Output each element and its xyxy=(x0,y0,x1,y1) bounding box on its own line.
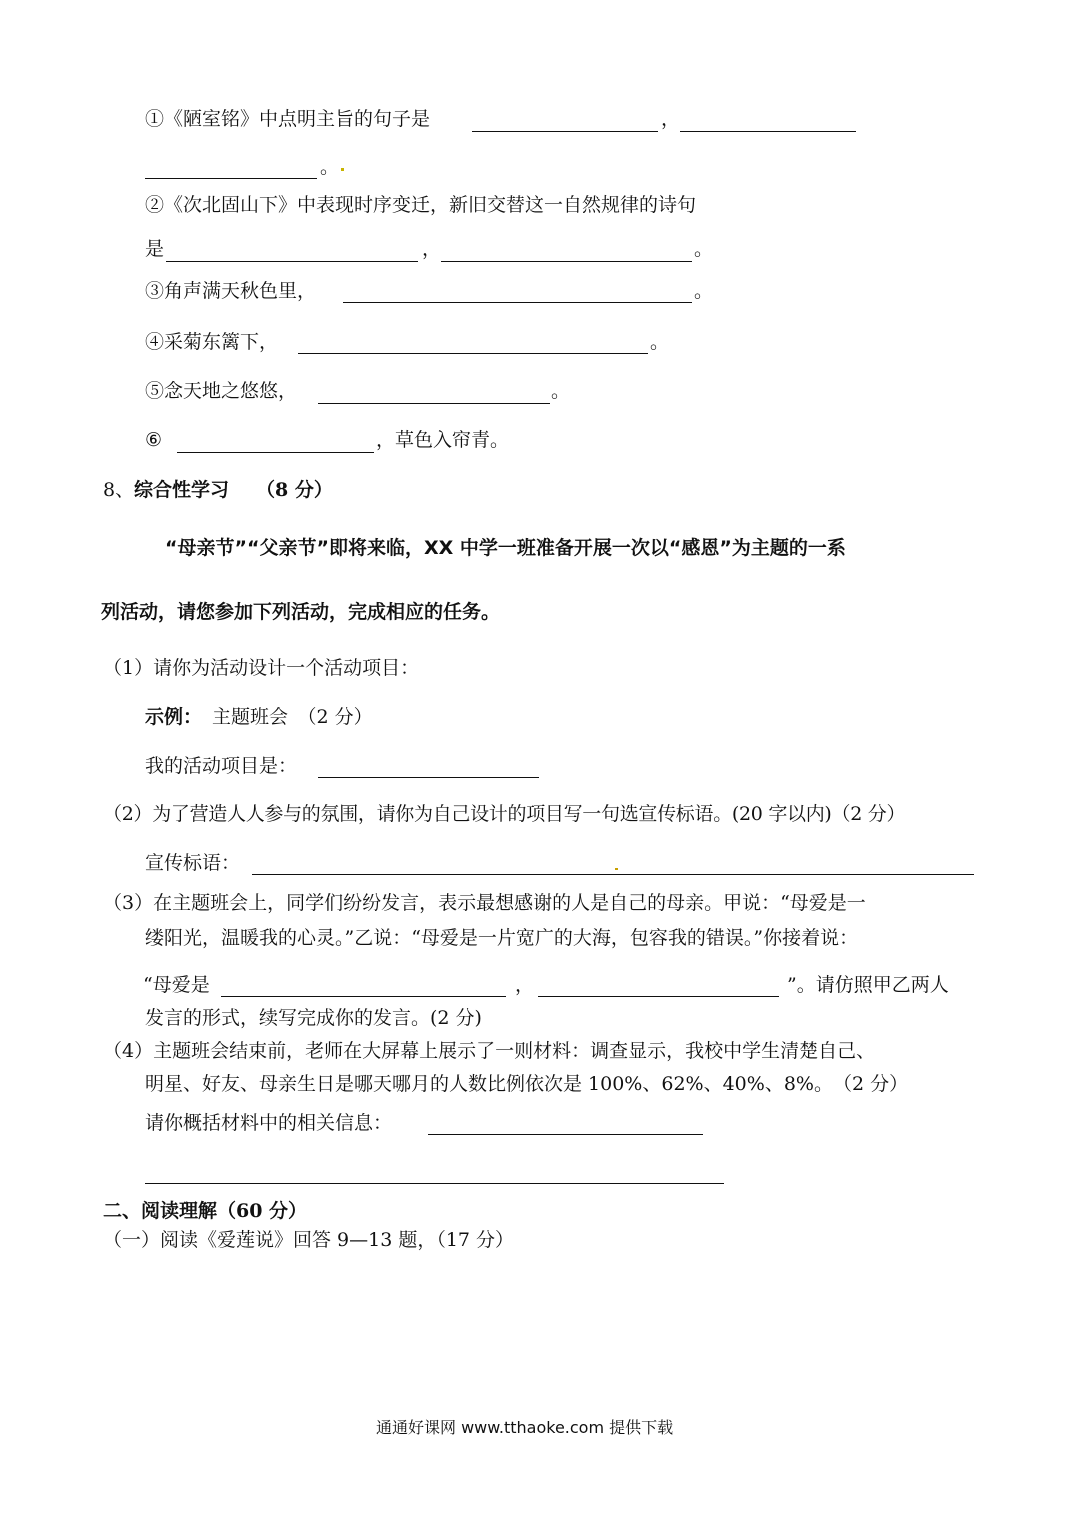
q8-heading-number: 8、 xyxy=(103,479,135,501)
q8-p3-blank-b[interactable] xyxy=(538,996,779,997)
q8-intro-line1: “母亲节”“父亲节”即将来临，XX 中学一班准备开展一次以“感恩”为主题的一系 xyxy=(165,537,846,559)
q8-p3-blank-a[interactable] xyxy=(221,996,506,997)
q8-p2-answer-blank[interactable] xyxy=(252,874,974,875)
q7-item1-blank-c[interactable] xyxy=(145,178,317,179)
q8-p1-answer-blank[interactable] xyxy=(318,777,539,778)
q7-item1-comma: ， xyxy=(661,108,681,130)
section2-subheading: （一）阅读《爱莲说》回答 9—13 题，（17 分） xyxy=(103,1229,515,1251)
q7-item3-text: ③角声满天秋色里， xyxy=(145,280,317,302)
q8-p1-example-label: 示例： xyxy=(145,706,203,728)
q7-item5-blank[interactable] xyxy=(318,403,550,404)
q8-p3-line3-comma: ， xyxy=(515,974,535,996)
q8-p3-line2: 缕阳光，温暖我的心灵。”乙说：“母爱是一片宽广的大海，包容我的错误。”你接着说： xyxy=(145,927,859,949)
q8-p4-answer-blank-a[interactable] xyxy=(428,1134,703,1135)
q7-item6-num: ⑥ xyxy=(145,429,163,451)
section2-heading: 二、阅读理解（60 分） xyxy=(103,1200,308,1222)
q8-p1-question: （1）请你为活动设计一个活动项目： xyxy=(103,657,420,679)
q8-p4-answer-blank-b[interactable] xyxy=(145,1183,724,1184)
q7-item4-text: ④采菊东篱下， xyxy=(145,331,279,353)
q7-item2-comma: ， xyxy=(422,238,442,260)
q7-item3-end: 。 xyxy=(694,280,714,302)
q8-intro-line2: 列活动，请您参加下列活动，完成相应的任务。 xyxy=(101,601,501,623)
q8-p2-answer-label: 宣传标语： xyxy=(145,852,241,874)
q8-heading-score: （8 分） xyxy=(256,479,333,501)
q7-item2-blank-a[interactable] xyxy=(166,261,418,262)
q7-item6-text: ，草色入帘青。 xyxy=(376,429,510,451)
q8-p4-line1: （4）主题班会结束前，老师在大屏幕上展示了一则材料：调查显示，我校中学生清楚自己、 xyxy=(103,1040,876,1062)
footer-text: 通通好课网 www.tthaoke.com 提供下载 xyxy=(376,1418,674,1437)
scan-speck xyxy=(341,168,344,171)
q7-item2-text: ②《次北固山下》中表现时序变迁，新旧交替这一自然规律的诗句 xyxy=(145,194,697,216)
q7-item2-blank-b[interactable] xyxy=(441,261,692,262)
q7-item4-blank[interactable] xyxy=(298,353,648,354)
q8-p3-line4: 发言的形式，续写完成你的发言。(2 分) xyxy=(145,1007,482,1029)
q8-p3-line1: （3）在主题班会上，同学们纷纷发言，表示最想感谢的人是自己的母亲。甲说：“母爱是一 xyxy=(103,892,866,914)
scan-speck xyxy=(615,868,618,870)
q7-item4-end: 。 xyxy=(650,331,670,353)
q7-item5-text: ⑤念天地之悠悠， xyxy=(145,380,298,402)
q7-item2-prefix: 是 xyxy=(145,238,165,260)
q8-p4-answer-label: 请你概括材料中的相关信息： xyxy=(145,1112,393,1134)
q7-item6-blank[interactable] xyxy=(177,452,374,453)
q7-item3-blank[interactable] xyxy=(343,302,692,303)
q7-item1-blank-a[interactable] xyxy=(472,131,658,132)
q7-item1-text: ①《陋室铭》中点明主旨的句子是 xyxy=(145,108,431,130)
q7-item5-end: 。 xyxy=(551,380,571,402)
q8-p4-line2: 明星、好友、母亲生日是哪天哪月的人数比例依次是 100%、62%、40%、8%。 （2 分） xyxy=(145,1073,909,1095)
q8-p1-answer-label: 我的活动项目是： xyxy=(145,755,298,777)
q8-p3-line3-end: ”。请仿照甲乙两人 xyxy=(787,974,949,996)
q8-p2-question: （2）为了营造人人参与的氛围，请你为自己设计的项目写一句选宣传标语。(20 字以内)（2 分） xyxy=(103,803,906,825)
q8-p1-example-text: 主题班会 （2 分） xyxy=(212,706,373,728)
q8-p3-line3-start: “母爱是 xyxy=(143,974,210,996)
q7-item1-end: 。 xyxy=(320,156,340,178)
q8-heading-label: 综合性学习 xyxy=(134,479,230,501)
q7-item2-end: 。 xyxy=(694,238,714,260)
q7-item1-blank-b[interactable] xyxy=(680,131,856,132)
